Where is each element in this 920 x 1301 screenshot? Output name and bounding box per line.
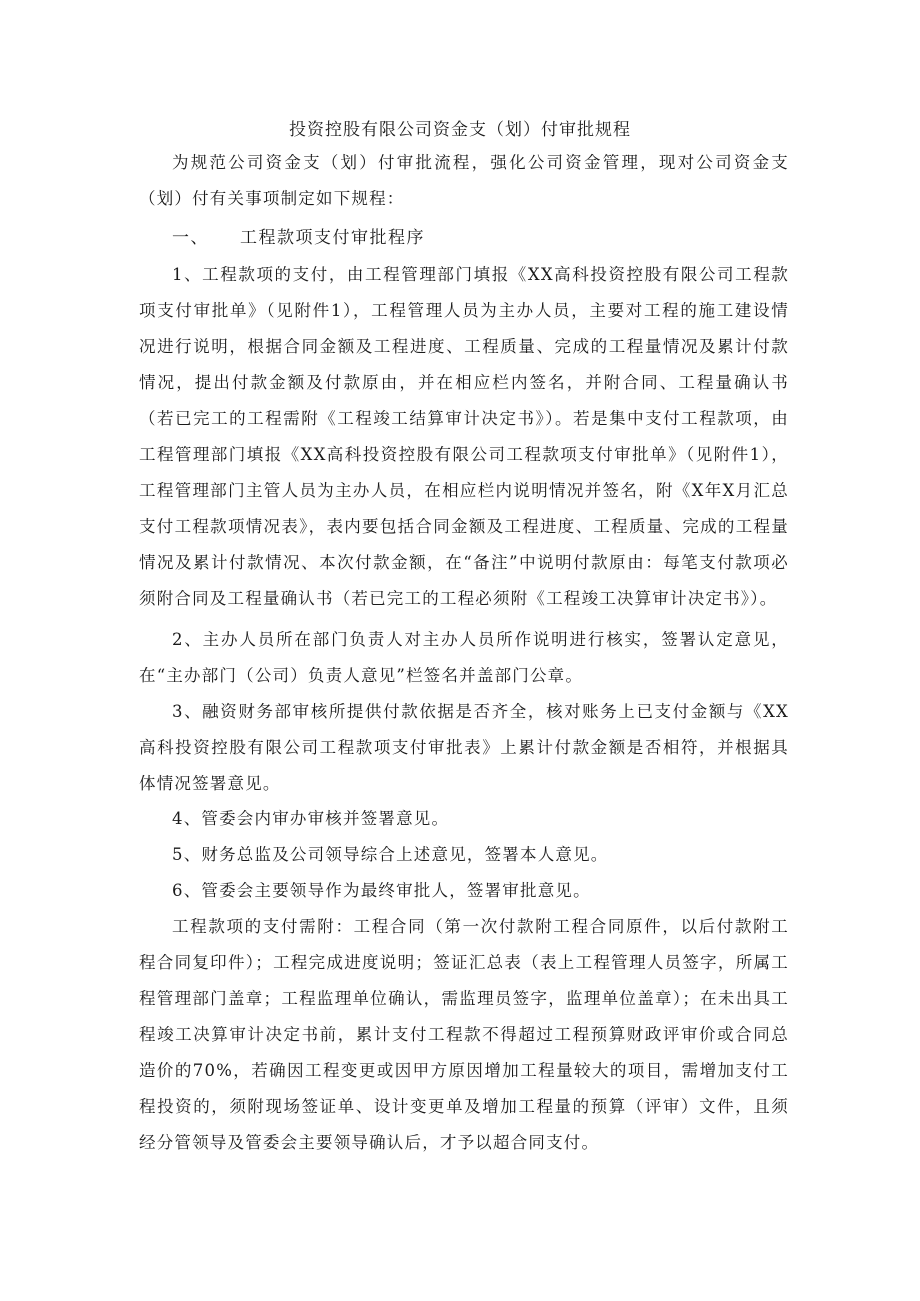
item-6-paragraph: 6、管委会主要领导作为最终审批人，签署审批意见。 [172, 881, 591, 900]
intro-paragraph: 为规范公司资金支（划）付审批流程，强化公司资金管理，现对公司资金支（划）付有关事项制定如下规程： [139, 153, 789, 208]
item-2-paragraph: 2、主办人员所在部门负责人对主办人员所作说明进行核实，签署认定意见，在“主办部门（公司）负责人意见”栏签名并盖部门公章。 [139, 630, 789, 685]
attachment-note-paragraph: 工程款项的支付需附：工程合同（第一次付款附工程合同原件，以后付款附工程合同复印件）；工程完成进度说明；签证汇总表（表上工程管理人员签字，所属工程管理部门盖章；工程监理单位确认，需监理员签字，监理单位盖章）；在未出具工程竣工决算审计决定书前，累计支付工程款不得超过工程预算财政评审价或合同总造价的70%，若确因工程变更或因甲方原因增加工程量较大的项目，需增加支付工程投资的，须附现场签证单、设计变更单及增加工程量的预算（评审）文件，且须经分管领导及管委会主要领导确认后，才予以超合同支付。 [139, 917, 789, 1152]
section-heading [172, 226, 425, 250]
item-5-paragraph: 5、财务总监及公司领导综合上述意见，签署本人意见。 [172, 845, 609, 864]
item-4-paragraph: 4、管委会内审办审核并签署意见。 [172, 809, 450, 828]
document-title: 投资控股有限公司资金支（划）付审批规程 [289, 120, 631, 140]
section-number: 一、 [172, 228, 209, 248]
item-3-paragraph: 3、融资财务部审核所提供付款依据是否齐全，核对账务上已支付金额与《XX高科投资控股有限公司工程款项支付审批表》上累计付款金额是否相符，并根据具体情况签署意见。 [139, 702, 789, 793]
section-title: 工程款项支付审批程序 [240, 228, 425, 248]
item-1-paragraph: 1、工程款项的支付，由工程管理部门填报《XX高科投资控股有限公司工程款项支付审批单》（见附件1），工程管理人员为主办人员，主要对工程的施工建设情况进行说明，根据合同金额及工程进度、工程质量、完成的工程量情况及累计付款情况，提出付款金额及付款原由，并在相应栏内签名，并附合同、工程量确认书（若已完工的工程需附《工程竣工结算审计决定书》）。若是集中支付工程款项，由工程管理部门填报《XX高科投资控股有限公司工程款项支付审批单》（见附件1），工程管理部门主管人员为主办人员，在相应栏内说明情况并签名，附《X年X月汇总支付工程款项情况表》，表内要包括合同金额及工程进度、工程质量、完成的工程量情况及累计付款情况、本次付款金额，在“备注”中说明付款原由：每笔支付款项必须附合同及工程量确认书（若已完工的工程必须附《工程竣工决算审计决定书》）。 [139, 265, 789, 608]
